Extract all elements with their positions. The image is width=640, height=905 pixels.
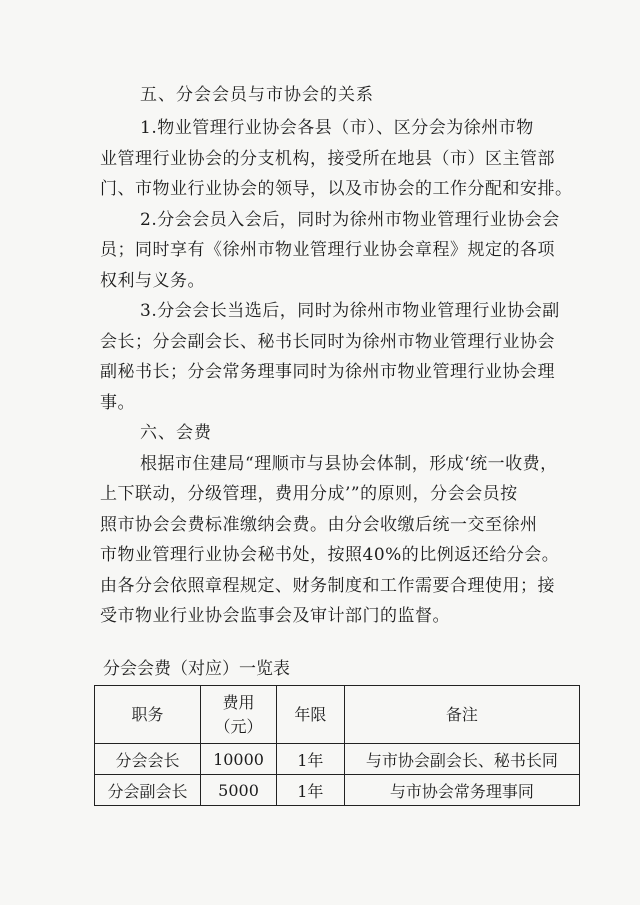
cell-fee: 5000 [201,775,277,806]
paragraph-line: 业管理行业协会的分支机构，接受所在地县（市）区主管部 [100,149,555,169]
section-heading-6: 六、会费 [140,423,212,443]
section-heading-5: 五、分会会员与市协会的关系 [140,85,374,105]
paragraph-line: 会长；分会副会长、秘书长同时为徐州市物业管理行业协会 [100,332,555,352]
paragraph-line: 门、市物业行业协会的领导，以及市协会的工作分配和安排。 [100,179,573,199]
table-header-row [95,686,580,744]
paragraph-line: 员；同时享有《徐州市物业管理行业协会章程》规定的各项 [100,240,555,260]
paragraph-line: 2.分会会员入会后，同时为徐州市物业管理行业协会会 [140,210,560,230]
cell-term: 1年 [277,775,345,806]
header-note: 备注 [344,686,579,744]
paragraph-line: 照市协会会费标准缴纳会费。由分会收缴后统一交至徐州 [100,515,538,535]
paragraph-line: 1.物业管理行业协会各县（市）、区分会为徐州市物 [140,118,534,138]
fee-table [94,685,580,806]
paragraph-line: 3.分会会长当选后，同时为徐州市物业管理行业协会副 [140,301,560,321]
paragraph-line: 由各分会依照章程规定、财务制度和工作需要合理使用；接 [100,576,555,596]
paragraph-line: 根据市住建局“理顺市与县协会体制，形成‘统一收费， [140,454,558,474]
header-fee [201,686,277,744]
paragraph-line: 上下联动，分级管理，费用分成’”的原则，分会会员按 [100,484,518,504]
header-fee-line1: 费用 [222,692,255,712]
table-row [95,775,580,806]
table-title: 分会会费（对应）一览表 [103,659,290,679]
cell-fee: 10000 [201,744,277,775]
paragraph-line: 市物业管理行业协会秘书处，按照40%的比例返还给分会。 [100,545,560,565]
header-fee-line2: （元） [214,716,263,736]
cell-position: 分会会长 [95,744,201,775]
paragraph-line: 权利与义务。 [100,271,205,291]
paragraph-line: 事。 [100,393,135,413]
cell-note: 与市协会副会长、秘书长同 [344,744,579,775]
paragraph-line: 受市物业行业协会监事会及审计部门的监督。 [100,606,450,626]
header-term: 年限 [277,686,345,744]
paragraph-line: 副秘书长；分会常务理事同时为徐州市物业管理行业协会理 [100,362,555,382]
cell-note: 与市协会常务理事同 [344,775,579,806]
table-row [95,744,580,775]
cell-position: 分会副会长 [95,775,201,806]
header-position: 职务 [95,686,201,744]
cell-term: 1年 [277,744,345,775]
